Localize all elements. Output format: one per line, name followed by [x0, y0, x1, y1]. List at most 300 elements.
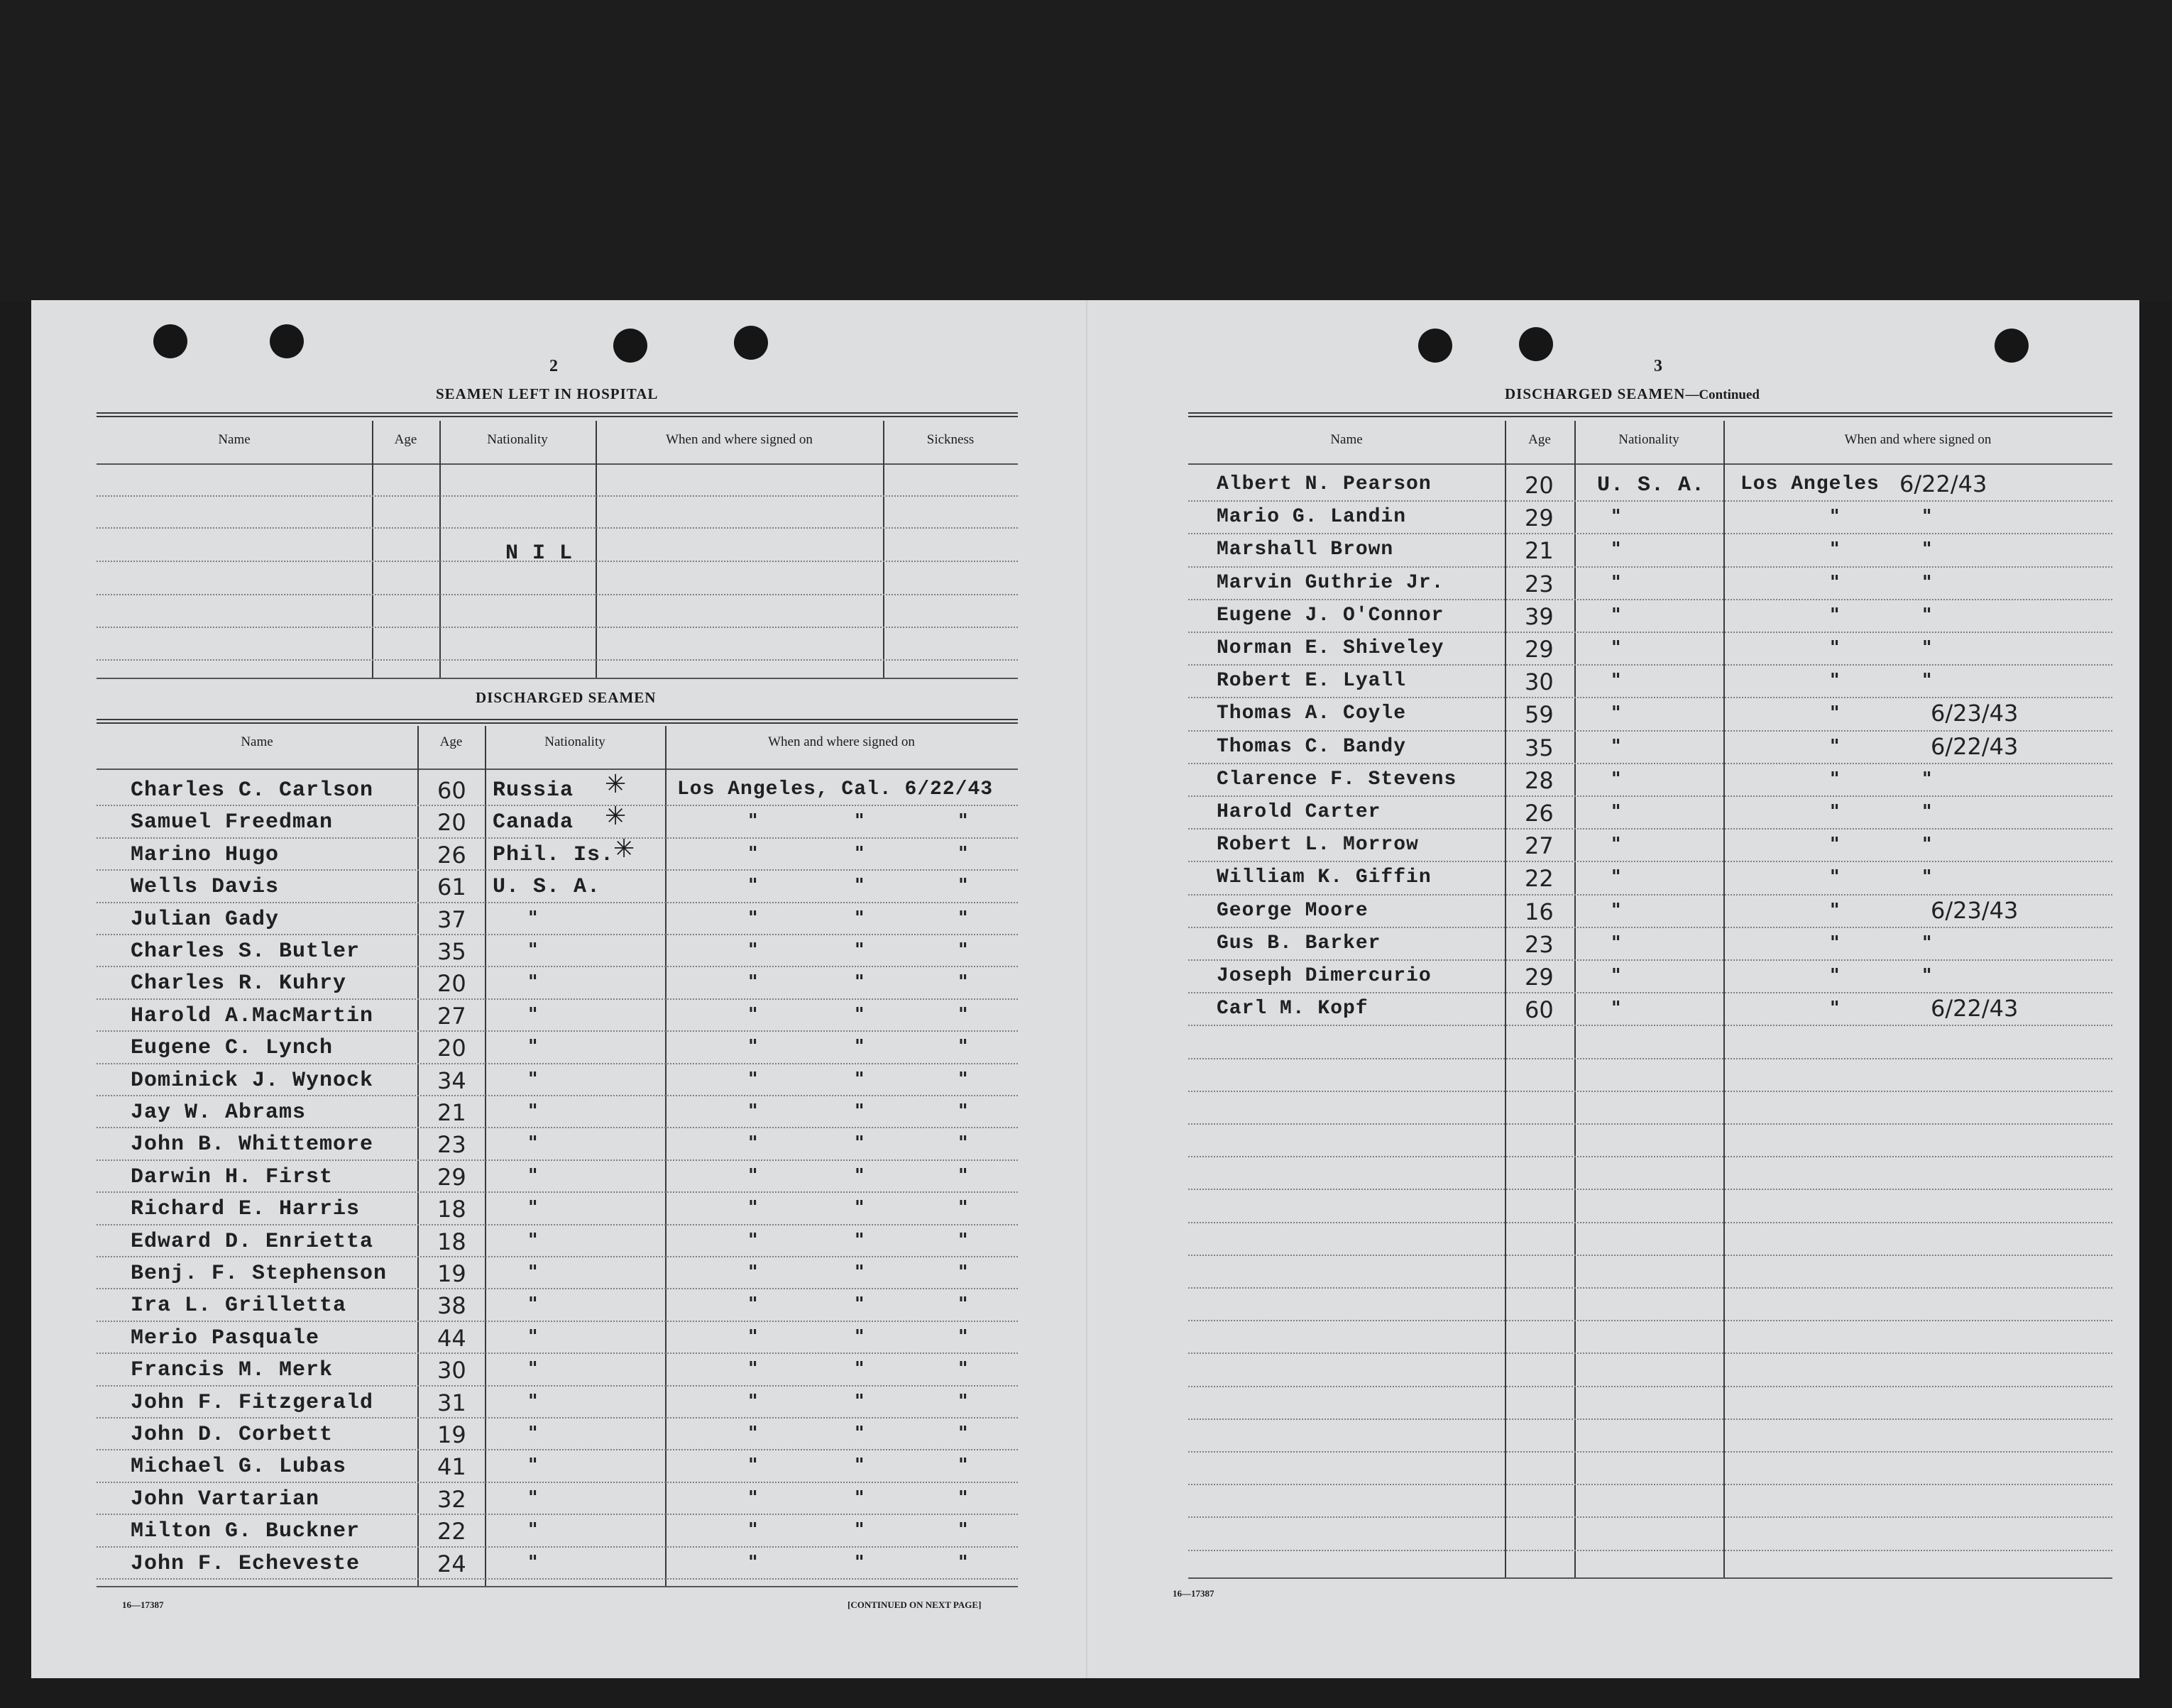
row-line [1188, 1352, 2112, 1354]
table-bottom-rule [1188, 1577, 2112, 1579]
table-bottom-rule [97, 678, 1018, 679]
ditto-mark: " [748, 1004, 758, 1025]
row-line [1188, 1025, 2112, 1026]
seaman-name: Richard E. Harris [131, 1197, 361, 1221]
ditto-mark: " [958, 1262, 968, 1283]
ditto-mark: " [1922, 965, 1932, 986]
ditto-mark: " [958, 1294, 968, 1315]
ditto-mark: " [958, 940, 968, 961]
row-line [1188, 763, 2112, 764]
ditto-mark: " [748, 908, 758, 929]
seaman-age: 26 [1525, 800, 1554, 827]
column-header: Nationality [1618, 432, 1679, 447]
seaman-name: Robert E. Lyall [1217, 670, 1407, 692]
column-header: When and where signed on [1844, 432, 1992, 447]
signed-date: 6/23/43 [1931, 897, 2019, 924]
ditto-mark: " [855, 1487, 865, 1509]
ditto-mark: " [855, 875, 865, 896]
seaman-age: 32 [437, 1486, 466, 1513]
title-main: DISCHARGED SEAMEN [1505, 385, 1686, 402]
ditto-mark: " [528, 1165, 538, 1186]
ditto-mark: " [528, 908, 538, 929]
ditto-mark: " [855, 843, 865, 864]
row-line [1188, 1451, 2112, 1453]
seaman-name: Albert N. Pearson [1217, 473, 1432, 495]
ditto-mark: " [1830, 506, 1840, 527]
row-line [1188, 1386, 2112, 1387]
row-line [97, 1417, 1018, 1418]
ditto-mark: " [528, 1519, 538, 1541]
row-line [1188, 1287, 2112, 1289]
ditto-mark: " [748, 1133, 758, 1154]
ditto-mark: " [1830, 998, 1840, 1019]
ditto-mark: " [1611, 932, 1621, 954]
row-line [97, 1288, 1018, 1289]
ditto-mark: " [1611, 834, 1621, 855]
column-header: Name [241, 734, 273, 749]
seaman-age: 34 [437, 1067, 466, 1094]
ditto-mark: " [958, 1358, 968, 1379]
ditto-mark: " [855, 1101, 865, 1122]
row-line [97, 966, 1018, 967]
signed-date: 6/22/43 [1899, 470, 1987, 497]
seaman-name: William K. Giffin [1217, 866, 1432, 888]
seaman-name: Wells Davis [131, 875, 280, 899]
header-rule [97, 768, 1018, 770]
column-divider [1574, 421, 1576, 1577]
column-header: Nationality [487, 432, 548, 447]
table-bottom-rule [97, 1586, 1018, 1587]
seaman-age: 23 [437, 1131, 466, 1158]
ditto-mark: " [1922, 572, 1932, 593]
seaman-age: 22 [1525, 865, 1554, 892]
ditto-mark: " [1611, 965, 1621, 986]
row-line [1188, 927, 2112, 928]
ditto-mark: " [748, 1230, 758, 1251]
seaman-age: 29 [1525, 964, 1554, 991]
row-line [1188, 828, 2112, 830]
row-line [97, 1352, 1018, 1354]
seaman-age: 22 [437, 1518, 466, 1545]
page-number: 3 [1654, 357, 1662, 375]
seaman-name: John F. Fitzgerald [131, 1391, 374, 1415]
seaman-name: Eugene J. O'Connor [1217, 605, 1444, 627]
seaman-name: George Moore [1217, 900, 1369, 922]
ditto-mark: " [748, 1165, 758, 1186]
seaman-age: 18 [437, 1196, 466, 1223]
seaman-age: 20 [437, 1035, 466, 1062]
seaman-age: 41 [437, 1453, 466, 1480]
ditto-mark: " [528, 1069, 538, 1090]
row-line [97, 1095, 1018, 1096]
row-line [97, 869, 1018, 871]
ledger-sheet [31, 300, 2139, 1678]
seaman-age: 26 [437, 842, 466, 869]
row-line [1188, 566, 2112, 568]
column-header: Age [394, 432, 417, 447]
row-line [1188, 894, 2112, 896]
column-divider [485, 726, 486, 1586]
ditto-mark: " [1611, 670, 1621, 691]
seaman-age: 29 [1525, 636, 1554, 663]
ditto-mark: " [748, 1326, 758, 1348]
row-line [97, 1191, 1018, 1193]
row-line [1188, 795, 2112, 797]
column-divider [1505, 421, 1506, 1577]
signed-date: 6/22/43 [1931, 995, 2019, 1022]
row-line [97, 1514, 1018, 1515]
seaman-nationality: Russia [493, 778, 574, 803]
ditto-mark: " [1830, 965, 1840, 986]
asterisk-mark: ✳ [605, 770, 627, 799]
row-line [97, 1224, 1018, 1225]
ditto-mark: " [855, 1165, 865, 1186]
ditto-mark: " [958, 1069, 968, 1090]
ditto-mark: " [748, 1552, 758, 1573]
row-line [1188, 697, 2112, 698]
row-line [97, 1321, 1018, 1322]
ditto-mark: " [1922, 768, 1932, 790]
seaman-name: Dominick J. Wynock [131, 1069, 374, 1093]
ditto-mark: " [748, 1391, 758, 1412]
seaman-name: Robert L. Morrow [1217, 834, 1419, 856]
row-line [1188, 1123, 2112, 1125]
row-line [97, 998, 1018, 1000]
seaman-age: 24 [437, 1550, 466, 1577]
seaman-age: 18 [437, 1228, 466, 1255]
column-divider [596, 421, 597, 678]
punch-hole [613, 329, 647, 363]
ditto-mark: " [748, 875, 758, 896]
ditto-mark: " [1611, 998, 1621, 1019]
seaman-age: 21 [1525, 537, 1554, 564]
row-line [97, 1546, 1018, 1548]
ditto-mark: " [855, 1197, 865, 1218]
seaman-age: 21 [437, 1099, 466, 1126]
scanner-background [0, 0, 2172, 302]
row-line [97, 627, 1018, 628]
seaman-name: Gus B. Barker [1217, 932, 1381, 954]
column-divider [372, 421, 373, 678]
seaman-name: Marino Hugo [131, 843, 280, 867]
ditto-mark: " [958, 908, 968, 929]
ditto-mark: " [958, 1326, 968, 1348]
row-line [97, 902, 1018, 903]
row-line [1188, 533, 2112, 534]
row-line [97, 1256, 1018, 1257]
ditto-mark: " [1922, 670, 1932, 691]
column-divider [439, 421, 441, 678]
ditto-mark: " [748, 1294, 758, 1315]
row-line [97, 527, 1018, 529]
discharged-section-title: DISCHARGED SEAMEN [476, 689, 657, 706]
row-line [1188, 1091, 2112, 1092]
ditto-mark: " [855, 1519, 865, 1541]
row-line [1188, 1484, 2112, 1485]
seaman-age: 19 [437, 1421, 466, 1448]
ditto-mark: " [958, 1101, 968, 1122]
ditto-mark: " [748, 1455, 758, 1476]
ditto-mark: " [528, 940, 538, 961]
punch-hole [734, 326, 768, 360]
ditto-mark: " [958, 1036, 968, 1057]
seaman-age: 28 [1525, 767, 1554, 794]
ditto-mark: " [1830, 932, 1840, 954]
ditto-mark: " [1611, 866, 1621, 888]
seaman-name: John F. Echeveste [131, 1552, 361, 1576]
ditto-mark: " [1830, 866, 1840, 888]
asterisk-mark: ✳ [613, 834, 635, 864]
ditto-mark: " [958, 971, 968, 993]
ditto-mark: " [855, 1133, 865, 1154]
seaman-age: 20 [437, 970, 466, 997]
seaman-age: 30 [437, 1357, 466, 1384]
ditto-mark: " [528, 1230, 538, 1251]
signed-date: 6/23/43 [1931, 700, 2019, 727]
ditto-mark: " [528, 1552, 538, 1573]
seaman-age: 23 [1525, 571, 1554, 597]
seaman-name: Clarence F. Stevens [1217, 768, 1457, 790]
seaman-age: 31 [437, 1389, 466, 1416]
seaman-name: Thomas C. Bandy [1217, 736, 1407, 758]
ditto-mark: " [1611, 900, 1621, 921]
page-number: 2 [549, 357, 558, 375]
ditto-mark: " [855, 971, 865, 993]
punch-hole [270, 324, 304, 358]
row-line [97, 1030, 1018, 1032]
ditto-mark: " [958, 843, 968, 864]
ditto-mark: " [855, 1230, 865, 1251]
seaman-age: 60 [1525, 996, 1554, 1023]
seaman-name: Thomas A. Coyle [1217, 703, 1407, 724]
ditto-mark: " [1922, 605, 1932, 626]
row-line [1188, 730, 2112, 732]
ditto-mark: " [855, 1036, 865, 1057]
ditto-mark: " [958, 1423, 968, 1444]
ditto-mark: " [748, 1519, 758, 1541]
seaman-age: 27 [1525, 832, 1554, 859]
signed-place: Los Angeles [1740, 473, 1880, 495]
ditto-mark: " [958, 1004, 968, 1025]
ditto-mark: " [1922, 866, 1932, 888]
discharged-continued-title [1505, 385, 1760, 403]
seaman-age: 23 [1525, 931, 1554, 958]
seaman-age: 38 [437, 1292, 466, 1319]
ditto-mark: " [528, 1294, 538, 1315]
ditto-mark: " [1611, 539, 1621, 560]
ditto-mark: " [748, 1036, 758, 1057]
row-line [1188, 1516, 2112, 1518]
column-divider [417, 726, 419, 1586]
ditto-mark: " [958, 1519, 968, 1541]
row-line [1188, 599, 2112, 600]
ditto-mark: " [855, 1004, 865, 1025]
ditto-mark: " [958, 1552, 968, 1573]
seaman-age: 27 [437, 1003, 466, 1030]
seaman-age: 44 [437, 1325, 466, 1352]
ditto-mark: " [1611, 605, 1621, 626]
ditto-mark: " [1830, 572, 1840, 593]
seaman-age: 59 [1525, 701, 1554, 728]
seaman-age: 60 [437, 777, 466, 804]
page-left [31, 300, 1082, 1678]
ditto-mark: " [958, 875, 968, 896]
seaman-name: Merio Pasquale [131, 1326, 320, 1350]
row-line [1188, 664, 2112, 666]
ditto-mark: " [1611, 801, 1621, 822]
ditto-mark: " [1830, 670, 1840, 691]
ditto-mark: " [958, 1133, 968, 1154]
ditto-mark: " [748, 843, 758, 864]
header-rule [1188, 463, 2112, 465]
table-top-rule [1188, 412, 2112, 417]
seaman-name: Charles S. Butler [131, 940, 361, 964]
punch-hole [1519, 327, 1553, 361]
ditto-mark: " [528, 1326, 538, 1348]
row-line [97, 495, 1018, 497]
ditto-mark: " [748, 1358, 758, 1379]
seaman-name: Ira L. Grilletta [131, 1294, 347, 1318]
ditto-mark: " [528, 1262, 538, 1283]
seaman-name: Samuel Freedman [131, 810, 334, 834]
column-divider [883, 421, 884, 678]
ditto-mark: " [1611, 506, 1621, 527]
seaman-name: Harold A.MacMartin [131, 1004, 374, 1028]
seaman-name: Eugene C. Lynch [131, 1036, 334, 1060]
ditto-mark: " [855, 1262, 865, 1283]
ditto-mark: " [1611, 637, 1621, 659]
row-line [1188, 1320, 2112, 1321]
ditto-mark: " [528, 1423, 538, 1444]
seaman-name: Julian Gady [131, 908, 280, 932]
seaman-nationality: U. S. A. [493, 875, 601, 899]
ditto-mark: " [1830, 900, 1840, 921]
seaman-age: 19 [437, 1260, 466, 1287]
seaman-age: 35 [1525, 734, 1554, 761]
ditto-mark: " [528, 1358, 538, 1379]
ditto-mark: " [855, 1423, 865, 1444]
ditto-mark: " [855, 1552, 865, 1573]
row-line [97, 1159, 1018, 1161]
signed-on: Los Angeles, Cal. 6/22/43 [677, 778, 994, 800]
seaman-name: Norman E. Shiveley [1217, 637, 1444, 659]
ditto-mark: " [1830, 539, 1840, 560]
ditto-mark: " [748, 1069, 758, 1090]
column-header: When and where signed on [768, 734, 915, 749]
ditto-mark: " [1922, 637, 1932, 659]
form-number: 16—17387 [1173, 1588, 1214, 1599]
ditto-mark: " [528, 971, 538, 993]
ditto-mark: " [1922, 506, 1932, 527]
ditto-mark: " [855, 908, 865, 929]
seaman-nationality: U. S. A. [1597, 473, 1706, 497]
continued-note: [CONTINUED ON NEXT PAGE] [848, 1599, 982, 1610]
ditto-mark: " [748, 1423, 758, 1444]
seaman-age: 29 [1525, 505, 1554, 531]
seaman-name: Jay W. Abrams [131, 1101, 307, 1125]
seaman-name: Milton G. Buckner [131, 1519, 361, 1543]
title-suffix: —Continued [1685, 387, 1760, 402]
row-line [1188, 1189, 2112, 1190]
ditto-mark: " [748, 971, 758, 993]
ditto-mark: " [958, 810, 968, 832]
ditto-mark: " [1922, 801, 1932, 822]
ditto-mark: " [1922, 932, 1932, 954]
seaman-name: Benj. F. Stephenson [131, 1262, 388, 1286]
seaman-age: 20 [437, 809, 466, 836]
ditto-mark: " [528, 1101, 538, 1122]
ditto-mark: " [855, 1455, 865, 1476]
row-line [1188, 1418, 2112, 1420]
ditto-mark: " [958, 1165, 968, 1186]
ditto-mark: " [855, 1358, 865, 1379]
ditto-mark: " [855, 940, 865, 961]
signed-date: 6/22/43 [1931, 733, 2019, 760]
row-line [1188, 500, 2112, 502]
ditto-mark: " [855, 1326, 865, 1348]
seaman-age: 20 [1525, 472, 1554, 499]
column-divider [1723, 421, 1725, 1577]
ditto-mark: " [1611, 572, 1621, 593]
row-line [97, 1385, 1018, 1387]
column-header: Age [439, 734, 463, 749]
column-header: Age [1528, 432, 1551, 447]
row-line [97, 1063, 1018, 1064]
ditto-mark: " [1611, 768, 1621, 790]
row-line [1188, 1550, 2112, 1551]
punch-hole [1418, 329, 1452, 363]
column-header: Sickness [926, 432, 975, 447]
ditto-mark: " [1830, 736, 1840, 757]
ditto-mark: " [748, 810, 758, 832]
row-line [97, 837, 1018, 839]
ditto-mark: " [958, 1230, 968, 1251]
seaman-nationality: Phil. Is. [493, 843, 615, 867]
seaman-age: 16 [1525, 898, 1554, 925]
row-line [1188, 1255, 2112, 1256]
ditto-mark: " [1922, 834, 1932, 855]
ditto-mark: " [855, 1069, 865, 1090]
row-line [97, 594, 1018, 595]
seaman-name: Charles R. Kuhry [131, 971, 347, 996]
seaman-name: Michael G. Lubas [131, 1455, 347, 1479]
table-top-rule [97, 719, 1018, 724]
row-line [1188, 1222, 2112, 1223]
seaman-name: Marvin Guthrie Jr. [1217, 572, 1444, 594]
ditto-mark: " [1830, 834, 1840, 855]
ditto-mark: " [1830, 703, 1840, 724]
seaman-age: 39 [1525, 603, 1554, 630]
table-top-rule [97, 412, 1018, 417]
row-line [1188, 1058, 2112, 1059]
nil-entry: N I L [505, 541, 574, 566]
row-line [97, 805, 1018, 806]
ditto-mark: " [1830, 637, 1840, 659]
header-rule [97, 463, 1018, 465]
punch-hole [1995, 329, 2029, 363]
ditto-mark: " [958, 1455, 968, 1476]
seaman-name: Edward D. Enrietta [131, 1230, 374, 1254]
row-line [97, 659, 1018, 661]
ditto-mark: " [1830, 605, 1840, 626]
row-line [1188, 861, 2112, 862]
seaman-name: John D. Corbett [131, 1423, 334, 1447]
column-divider [665, 726, 667, 1586]
column-header: Name [218, 432, 251, 447]
page-gutter [1086, 300, 1087, 1678]
row-line [1188, 992, 2112, 993]
ditto-mark: " [1922, 539, 1932, 560]
